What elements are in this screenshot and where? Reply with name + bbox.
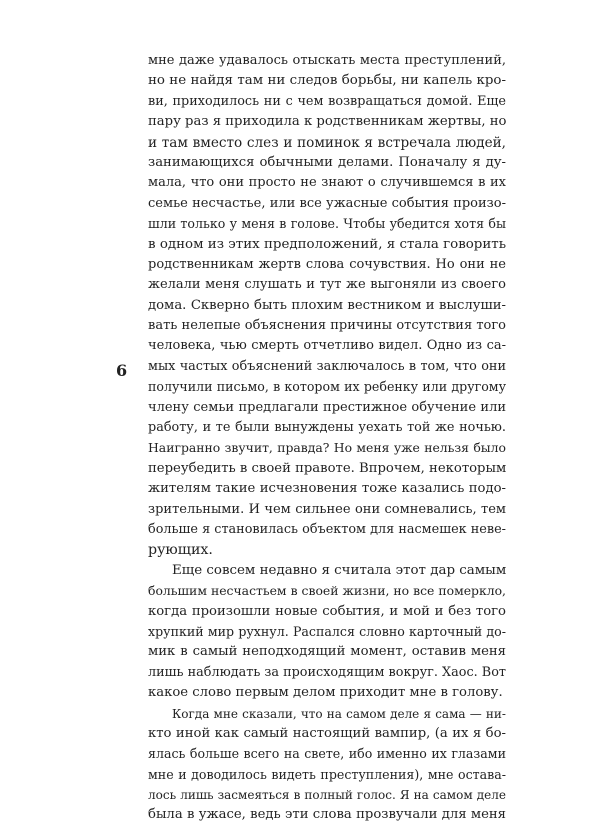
text-line: кто иной как самый настоящий вампир, (а их я бо- (148, 725, 506, 741)
text-line: лось лишь засмеяться в полный голос. Я на самом деле (148, 788, 506, 803)
paragraph-first-line: Еще совсем недавно я считала этот дар самым (172, 562, 507, 578)
body-text (148, 51, 506, 826)
text-line: работу, и те были вынуждены уехать той же ночью. (148, 420, 506, 436)
text-line: в одном из этих предположений, я стала говорить (148, 236, 506, 252)
text-line: семье несчастье, или все ужасные события произо- (148, 195, 506, 211)
text-line: рующих. (148, 542, 213, 559)
text-line: жителям такие исчезновения тоже казались подо- (148, 481, 506, 497)
text-line: но не найдя там ни следов борьбы, ни капель кро- (148, 73, 506, 89)
text-line: была в ужасе, ведь эти слова прозвучали для меня (148, 807, 506, 823)
text-line: какое слово первым делом приходит мне в голову. (148, 685, 503, 701)
text-line: переубедить в своей правоте. Впрочем, некоторым (148, 460, 507, 476)
text-line: ялась больше всего на свете, ибо именно их глазами (148, 746, 506, 762)
text-line: занимающихся обычными делами. Поначалу я ду- (148, 154, 506, 170)
text-line: дома. Скверно быть плохим вестником и выслуши- (148, 297, 506, 313)
text-line: лишь наблюдать за происходящим вокруг. Хаос. Вот (148, 664, 506, 680)
text-line: мик в самый неподходящий момент, оставив меня (148, 644, 506, 660)
page-number: 6 (116, 361, 128, 380)
text-line: Наигранно звучит, правда? Но меня уже нельзя было (148, 440, 506, 456)
text-line: члену семьи предлагали престижное обучение или (148, 399, 506, 415)
text-line: родственникам жертв слова сочувствия. Но они не (148, 256, 506, 272)
text-line: ви, приходилось ни с чем возвращаться домой. Еще (148, 93, 506, 109)
text-line: мне и доводилось видеть преступления), мне остава- (148, 766, 506, 782)
text-line: больше я становилась объектом для насмешек невe- (148, 521, 506, 537)
text-line: вать нелепые объяснения причины отсутствия того (148, 318, 506, 334)
text-line: когда произошли новые события, и мой и без того (148, 603, 506, 619)
text-line: зрительными. И чем сильнее они сомневались, тем (148, 501, 506, 517)
text-line: мых частых объяснений заключалось в том, что они (148, 358, 506, 374)
text-line: пару раз я приходила к родственникам жертвы, но (148, 114, 507, 130)
paragraph-first-line: Когда мне сказали, что на самом деле я сама — ни- (172, 706, 506, 721)
text-line: желали меня слушать и тут же выгоняли из своего (148, 277, 506, 293)
text-line: большим несчастьем в своей жизни, но все помеpкло, (148, 583, 506, 599)
text-line: шли только у меня в голове. Чтобы убедится хотя бы (148, 216, 506, 232)
text-line: мне даже удавалось отыскать места преступлений, (148, 53, 506, 68)
text-line: человека, чью смерть отчетливо видел. Одно из са- (148, 338, 506, 354)
text-line: получили письмо, в котором их ребенку или другому (148, 379, 506, 395)
text-line: и там вместо слез и поминок я встречала людей, (148, 134, 506, 151)
text-line: хрупкий мир рухнул. Распался словно карточный до- (148, 623, 506, 639)
text-line: мала, что они просто не знают о случившемся в их (148, 175, 506, 191)
